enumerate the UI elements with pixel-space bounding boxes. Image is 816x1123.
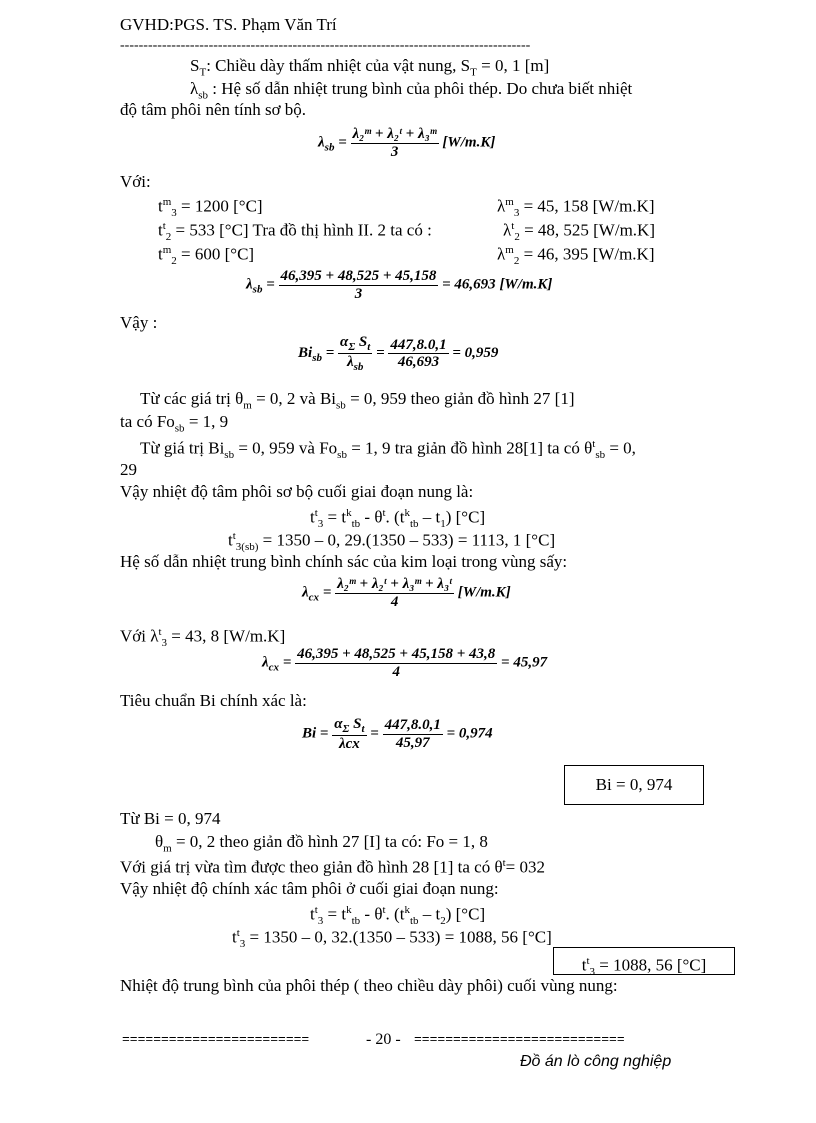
eq-lambda-cx-numeric: $\lambda_{cx}$ = $\frac{46,395 + 48,525 + 45,158 + 43,8}{4}$ = 45,97	[262, 646, 548, 680]
t3-result-box: $t^t_3 = 1088$, 56 [°C]	[553, 947, 735, 975]
lambda-sb-cont: độ tâm phôi nên tính sơ bộ.	[120, 100, 307, 119]
row3-left: $t^m_2 = 600$ [°C]	[158, 244, 255, 268]
eq-lambda-sb-numeric: $\lambda_{sb}$ = $\frac{46,395 + 48,525 + 45,158}{3}$ = 46,693 [W/m.K]	[246, 268, 553, 302]
formula-t3-exact-value: $t^t_3 = 1350 - 0$, 32.(1350 – 533) = 1088, 56 [°C]	[232, 927, 552, 951]
project-title: Đồ án lò công nghiệp	[520, 1053, 672, 1070]
vay-nhiet-do-chinh-xac: Vậy nhiệt độ chính xác tâm phôi ở cuối giai đoạn nung:	[120, 879, 499, 898]
theta-m-line: $\theta_m = 0$, 2 theo giản đồ hình 27 [I] ta có: Fo = 1, 8	[155, 832, 488, 855]
lambda-sb-definition: $\lambda_{sb}$ : Hệ số dẫn nhiệt trung bình của phôi thép. Do chưa biết nhiệt	[190, 79, 633, 102]
footer-right-rule: ===========================	[414, 1032, 625, 1047]
eq-bi-sb: $Bi_{sb}$ = $\frac{\alpha_\Sigma S_t}{\lambda_{sb}}$ = $\frac{447,8.0,1}{46,693}$ = 0,959	[298, 334, 499, 374]
row1-right: $\lambda^m_3 = 45$, 158 [W/m.K]	[497, 196, 655, 220]
tu-cac-gia-tri: Từ các giá trị $\theta_m = 0$, 2 và $Bi_{sb} = 0$, 959 theo giản đồ hình 27 [1]	[140, 389, 575, 412]
tieu-chuan-bi: Tiêu chuẩn Bi chính xác là:	[120, 691, 307, 710]
row3-right: $\lambda^m_2 = 46$, 395 [W/m.K]	[497, 244, 655, 268]
tu-gia-tri-bi: Từ giá trị $Bi_{sb} = 0$, 959 và $Fo_{sb} = 1$, 9 tra giản đồ hình 28[1] ta có $\theta^t_{sb} = 0$,	[140, 438, 636, 462]
eq-lambda-cx: $\lambda_{cx}$ = $\frac{\text{λ₂ᵐ + λ₂ᵗ + λ₃ᵐ + λ₃ᵗ}}{4}$ [W/m.K]	[302, 576, 511, 610]
page-number: - 20 -	[366, 1031, 401, 1048]
formula-t3-exact: $t^t_3 = t^k_{tb} - \theta^t$. $(t^k_{tb} - t_2)$ [°C]	[310, 904, 486, 928]
header-rule: ----------------------------------------------------------------------------------------	[120, 38, 531, 53]
row2-left: $t^t_2 = 533$ [°C] Tra đồ thị hình II. 2 ta có :	[158, 220, 432, 244]
eq-bi: Bi = $\frac{\alpha_\Sigma S_t}{\text{λcx}}$ = $\frac{447,8.0,1}{45,97}$ = 0,974	[302, 716, 493, 753]
he-so-dan-nhiet: Hệ số dẫn nhiệt trung bình chính sác của kim loại trong vùng sấy:	[120, 552, 568, 571]
eq-lambda-sb: $\lambda_{sb}$ = $\frac{\text{λ₂ᵐ + λ₂ᵗ + λ₃ᵐ}}{3}$ [W/m.K]	[318, 126, 496, 160]
num-29: 29	[120, 460, 137, 479]
formula-t3-sb: $t^t_{3(sb)} = 1350 - 0$, 29.(1350 – 533) = 1113, 1 [°C]	[228, 530, 556, 554]
vay-label: Vậy :	[120, 313, 158, 332]
formula-t3: $t^t_3 = t^k_{tb} - \theta^t$. $(t^k_{tb} - t_1)$ [°C]	[310, 507, 486, 531]
vay-nhiet-do: Vậy nhiệt độ tâm phôi sơ bộ cuối giai đoạn nung là:	[120, 482, 474, 501]
ta-co-fo: ta có $Fo_{sb} = 1$, 9	[120, 412, 229, 435]
row1-left: $t^m_3 = 1200$ [°C]	[158, 196, 263, 220]
row2-right: $\lambda^t_2 = 48$, 525 [W/m.K]	[503, 220, 655, 244]
header-supervisor: GVHD:PGS. TS. Phạm Văn Trí	[120, 15, 337, 34]
voi-gia-tri-vua-tim: Với giá trị vừa tìm được theo giản đồ hình 28 [1] ta có $\theta^t= 032$	[120, 857, 545, 877]
voi-label: Với:	[120, 172, 151, 191]
st-definition: $S_T$: Chiều dày thấm nhiệt của vật nung, $S_T = 0$, 1 [m]	[190, 56, 550, 79]
bi-result-box: Bi = 0, 974	[564, 765, 704, 805]
footer-left-rule: ========================	[122, 1032, 310, 1047]
tu-bi: Từ Bi = 0, 974	[120, 809, 221, 828]
nhiet-do-trung-binh: Nhiệt độ trung bình của phôi thép ( theo chiều dày phôi) cuối vùng nung:	[120, 976, 618, 995]
voi-lambda3: Với $\lambda^t_3 = 43$, 8 [W/m.K]	[120, 626, 286, 650]
